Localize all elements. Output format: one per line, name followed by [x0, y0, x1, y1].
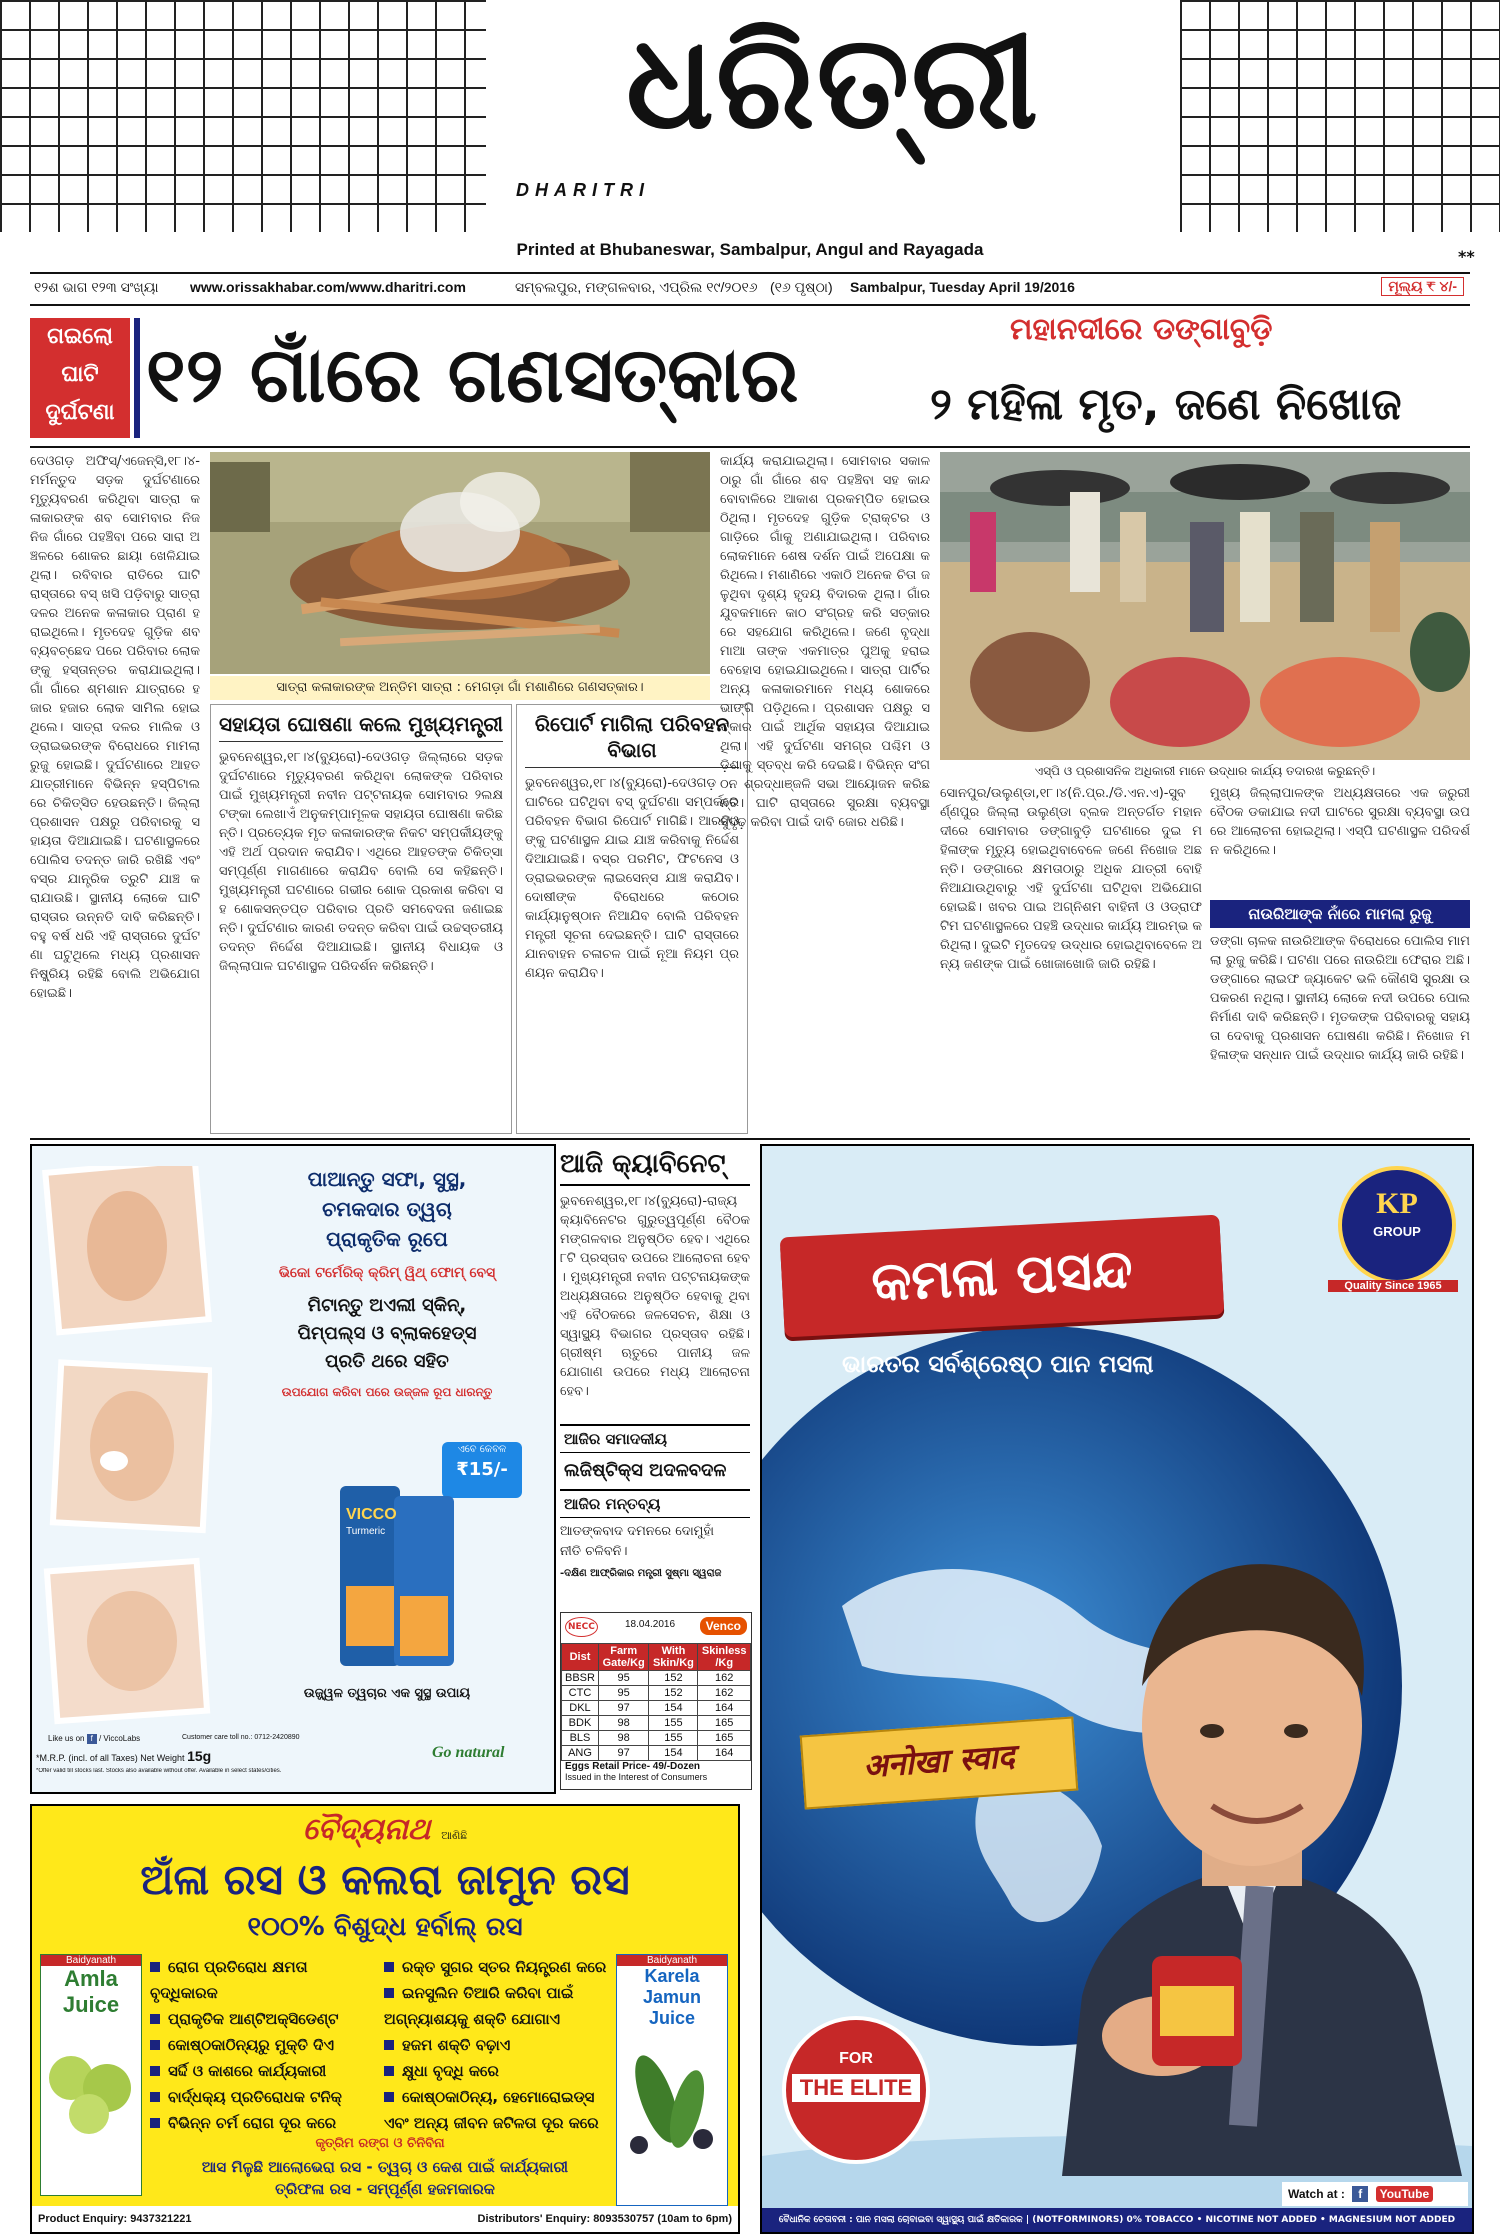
second-subheading-text: ନାଉରିଆଙ୍କ ନାଁରେ ମାମଲା ରୁଜୁ: [1248, 905, 1432, 923]
watch-at-bar: [1282, 2182, 1468, 2206]
relief-box-body: ଭୁବନେଶ୍ୱର,୧୮।୪(ବ୍ୟୁରୋ)-ଦେଓଗଡ଼ ଜିଲ୍ଲାରେ ସଡ଼କ ଦୁର୍ଘଟଣାରେ ମୃତ୍ୟୁବରଣ କରିଥିବା ଲୋକଙ୍କ ପରିବାର ପାଇଁ ମୁଖ୍ୟମନ୍ତ୍ରୀ ନବୀନ ପଟ୍ଟନାୟକ ସୋମବାର ୨ଲକ୍ଷ ଟଙ୍କା ଲେଖାଏଁ ଅନୁକମ୍ପାମୂଳକ ସହାୟତା ଘୋଷଣା କରିଛନ୍ତି। ପ୍ରତ୍ୟେକ ମୃତ କଳାକାରଙ୍କ ନିକଟ ସମ୍ପର୍କୀୟଙ୍କୁ ଏହି ଅର୍ଥ ପ୍ରଦାନ କରାଯିବ। ଏଥିରେ ଆହତଙ୍କ ଚିକିତ୍ସା ସମ୍ପୂର୍ଣ୍ଣ ମାଗଣାରେ କରାଯିବ ବୋଲି ସେ କହିଛନ୍ତି। ମୁଖ୍ୟମନ୍ତ୍ରୀ ଘଟଣାରେ ଗଭୀର ଶୋକ ପ୍ରକାଶ କରିବା ସହ ଶୋକସନ୍ତପ୍ତ ପରିବାର ପ୍ରତି ସମବେଦନା ଜଣାଇଛନ୍ତି। ଦୁର୍ଘଟଣାର କାରଣ ତଦନ୍ତ କରିବା ପାଇଁ ଉଚ୍ଚସ୍ତରୀୟ ତଦନ୍ତ ନିର୍ଦ୍ଦେଶ ଦିଆଯାଇଛି। ସ୍ଥାନୀୟ ବିଧାୟକ ଓ ଜିଲ୍ଲାପାଳ ଘଟଣାସ୍ଥଳ ପରିଦର୍ଶନ କରିଛନ୍ତି।: [219, 750, 503, 974]
egg-cell: BBSR: [562, 1671, 599, 1686]
cabinet-column: [560, 1144, 750, 1790]
egg-cell: 162: [698, 1686, 751, 1701]
egg-cell: CTC: [562, 1686, 599, 1701]
kp-logo: KP: [1376, 1187, 1418, 1220]
second-photo-caption: ଏସ୍‌ପି ଓ ପ୍ରଶାସନିକ ଅଧିକାରୀ ମାନେ ଉଦ୍ଧାର କାର୍ଯ୍ୟ ତଦାରଖ କରୁଛନ୍ତି।: [1034, 764, 1376, 778]
cremation-photo-icon: [210, 452, 710, 674]
vicco-line-2: ଚମକଦାର ତ୍ୱଚା: [322, 1197, 452, 1221]
venco-logo: Venco: [700, 1617, 747, 1635]
egg-cell: 98: [598, 1731, 648, 1746]
report-box-body: ଭୁବନେଶ୍ୱର,୧୮।୪(ବ୍ୟୁରୋ)-ଦେଓଗଡ଼ ଘାଟିରେ ଘଟିଥିବା ବସ୍ ଦୁର୍ଘଟଣା ସମ୍ପର୍କରେ ପରିବହନ ବିଭାଗ ରିପୋର୍ଟ ମାଗିଛି। ଆରଟିଓଙ୍କୁ ଘଟଣାସ୍ଥଳ ଯାଇ ଯାଞ୍ଚ କରିବାକୁ ନିର୍ଦ୍ଦେଶ ଦିଆଯାଇଛି। ବସ୍‌ର ପରମିଟ, ଫିଟନେସ ଓ ଡ୍ରାଇଭରଙ୍କ ଲାଇସେନ୍ସ ଯାଞ୍ଚ କରାଯିବ। ଦୋଷୀଙ୍କ ବିରୋଧରେ କଠୋର କାର୍ଯ୍ୟାନୁଷ୍ଠାନ ନିଆଯିବ ବୋଲି ପରିବହନ ମନ୍ତ୍ରୀ ସୂଚନା ଦେଇଛନ୍ତି। ଘାଟି ରାସ୍ତାରେ ଯାନବାହନ ଚଳାଚଳ ପାଇଁ ନୂଆ ନିୟମ ପ୍ରଣୟନ କରାଯିବ।: [525, 776, 739, 981]
vicco-go-natural: Go natural: [432, 1744, 505, 1761]
table-row: [562, 1746, 751, 1761]
lead-photo-caption: [210, 676, 710, 700]
lead-headline-bar: [134, 318, 140, 438]
egg-cell: 95: [598, 1671, 648, 1686]
list-item: [384, 1954, 612, 1980]
bullet-text: କ୍ଷୁଧା ବୃଦ୍ଧି କରେ: [402, 2062, 499, 2080]
kamla-warning-text: ବୈଧାନିକ ଚେତାବନୀ : ପାନ ମସଲା ଚୋବାଇବା ସ୍ୱାସ୍ଥ୍ୟ ପାଇଁ କ୍ଷତିକାରକ | (NOTFORMINORS) 0% TOBACCO • NICOTINE NOT ADDED • MAGNESIUM NOT ADDED: [778, 2215, 1456, 2225]
man-portrait-icon: [1042, 1476, 1472, 2176]
dateline-date-english: Sambalpur, Tuesday April 19/2016: [850, 279, 1075, 295]
egg-cell: 154: [649, 1701, 698, 1716]
vicco-like: Like us on: [48, 1734, 85, 1743]
comment-heading: ଆଜିର ମନ୍ତବ୍ୟ: [560, 1489, 750, 1518]
egg-cell: 162: [698, 1671, 751, 1686]
egg-cell: 165: [698, 1731, 751, 1746]
baidyanath-title: ଅଁଳା ରସ ଓ କଲରା ଜାମୁନ ରସ: [140, 1855, 630, 1904]
distributor-enquiry: Distributors' Enquiry: 8093530757 (10am to 6pm): [477, 2213, 732, 2225]
lead-kicker: [30, 318, 130, 438]
baidyanath-left-bullets: [150, 1954, 380, 2136]
egg-header: With Skin/Kg: [649, 1644, 698, 1671]
vicco-benefit-2: ପିମ୍ପଲ୍ସ ଓ ବ୍ଲାକହେଡ୍ସ: [297, 1323, 477, 1344]
egg-cell: BLS: [562, 1731, 599, 1746]
vicco-benefit-1: ମିଟାନ୍ତୁ ଅଏଲୀ ସ୍କିନ୍,: [307, 1295, 467, 1316]
egg-cell: 95: [598, 1686, 648, 1701]
vicco-line-1: ପାଆନ୍ତୁ ସଫା, ସୁସ୍ଥ,: [307, 1167, 467, 1191]
dateline-rule-bottom: [30, 304, 1470, 306]
egg-cell: ANG: [562, 1746, 599, 1761]
second-kicker: ମହାନଦୀରେ ଡଙ୍ଗାବୁଡ଼ି: [1010, 312, 1273, 347]
kamla-tagline: ଭାରତର ସର୍ବଶ୍ରେଷ୍ଠ ପାନ ମସଲା: [842, 1350, 1154, 1378]
egg-cell: 164: [698, 1701, 751, 1716]
lead-kicker-line: ଦୁର୍ଘଟଣା: [45, 400, 115, 425]
second-column-2: ମୁଖ୍ୟ ଜିଲ୍ଲାପାଳଙ୍କ ଅଧ୍ୟକ୍ଷତାରେ ଏକ ଜରୁରୀ ବୈଠକ ଡକାଯାଇ ନଦୀ ଘାଟରେ ସୁରକ୍ଷା ବ୍ୟବସ୍ଥା ଉପରେ ଆଲୋଚନା ହୋଇଥିଲା। ଏସ୍‌ପି ଘଟଣାସ୍ଥଳ ପରିଦର୍ଶନ କରିଥିଲେ।: [1210, 786, 1470, 858]
egg-cell: 155: [649, 1731, 698, 1746]
report-box: [516, 704, 748, 1134]
report-box-title: ରିପୋର୍ଟ ମାଗିଲା ପରିବହନ ବିଭାଗ: [525, 711, 739, 768]
facebook-icon[interactable]: f: [87, 1734, 97, 1744]
masthead-logo-latin: DHARITRI: [516, 180, 650, 200]
lead-kicker-line: ଘାଟି: [61, 362, 99, 387]
anokha-swad: अनोखा स्वाद: [861, 1736, 1016, 1786]
comment-quote-2: ନୀତି ଚଳିବନି।: [560, 1544, 628, 1559]
river-rescue-photo-icon: [940, 452, 1470, 760]
baidyanath-enquiry-bar: [32, 2206, 738, 2232]
list-item: [150, 2110, 380, 2136]
karela-pack-jamun: Jamun: [642, 1987, 702, 2007]
relief-box-title: ସହାୟତା ଘୋଷଣା କଲେ ମୁଖ୍ୟମନ୍ତ୍ରୀ: [219, 711, 503, 742]
printed-at: Printed at Bhubaneswar, Sambalpur, Angul and Rayagada: [516, 240, 984, 259]
table-row: [562, 1701, 751, 1716]
karela-fruit-icon: [617, 2029, 725, 2159]
egg-cell: DKL: [562, 1701, 599, 1716]
masthead-logo: ଧରିତ୍ରୀ: [625, 5, 1041, 158]
kamla-warning: [762, 2208, 1472, 2232]
second-column-3: ଡଙ୍ଗା ଚାଳକ ନାଉରିଆଙ୍କ ବିରୋଧରେ ପୋଲିସ ମାମଲା ରୁଜୁ କରିଛି। ଘଟଣା ପରେ ନାଉରିଆ ଫେରାର ଅଛି। ଡଙ୍ଗାରେ ଲାଇଫ ଜ୍ୟାକେଟ ଭଳି କୌଣସି ସୁରକ୍ଷା ଉପକରଣ ନଥିଲା। ସ୍ଥାନୀୟ ଲୋକେ ନଦୀ ଉପରେ ପୋଲ ନିର୍ମାଣ ଦାବି କରିଛନ୍ତି। ମୃତକଙ୍କ ପରିବାରକୁ ସହାୟତା ଦେବାକୁ ପ୍ରଶାସନ ଘୋଷଣା କରିଛି। ନିଖୋଜ ମହିଳାଙ୍କ ସନ୍ଧାନ ପାଇଁ ଉଦ୍ଧାର କାର୍ଯ୍ୟ ଜାରି ରହିଛି।: [1210, 934, 1470, 1063]
cabinet-title: ଆଜି କ୍ୟାବିନେଟ୍: [560, 1144, 750, 1186]
for-label: FOR: [839, 2050, 873, 2067]
vicco-use-line: ଉପଯୋଗ କରିବା ପରେ ଉଜ୍ଜଳ ରୂପ ଧାରନ୍ତୁ: [281, 1385, 493, 1399]
bullet-text: ସର୍ଦ୍ଦି ଓ କାଶରେ କାର୍ଯ୍ୟକାରୀ: [168, 2062, 327, 2080]
dateline-pages: (୧୬ ପୃଷ୍ଠା): [770, 279, 833, 295]
egg-cell: 154: [649, 1746, 698, 1761]
egg-cell: 152: [649, 1671, 698, 1686]
bullet-text: ହଜମ ଶକ୍ତି ବଢ଼ାଏ: [402, 2036, 511, 2054]
masthead: [486, 0, 1180, 232]
vicco-faces-panel: [42, 1166, 212, 1726]
egg-header: Skinless /Kg: [698, 1644, 751, 1671]
masthead-grid-left: [0, 0, 486, 232]
bullet-text: ପ୍ରାକୃତିକ ଆଣ୍ଟିଅକ୍ସିଡେଣ୍ଟ: [168, 2010, 339, 2028]
baidyanath-artificial: କୃତ୍ରିମ ରଙ୍ଗ ଓ ଚିନିବିନା: [315, 2136, 445, 2151]
lead-photo: [210, 452, 710, 674]
list-item: [384, 2058, 612, 2084]
vicco-ad[interactable]: [30, 1144, 556, 1794]
egg-footer-2: Issued in the Interest of Consumers: [565, 1772, 708, 1782]
list-item: [150, 2006, 380, 2032]
lead-kicker-line: ଗଇଲୋ: [47, 324, 113, 349]
youtube-icon[interactable]: YouTube: [1376, 2186, 1434, 2202]
amla-pack-name: Amla: [64, 1966, 118, 1991]
list-item: [150, 2032, 380, 2058]
list-item: [150, 2084, 380, 2110]
egg-cell: 98: [598, 1716, 648, 1731]
baidyanath-bottom-2: ତ୍ରିଫଳା ରସ - ସମ୍ପୂର୍ଣ୍ଣ ହଜମକାରକ: [275, 2180, 495, 2198]
table-row: [562, 1731, 751, 1746]
egg-header: Farm Gate/Kg: [598, 1644, 648, 1671]
lead-column-1: ଦେଓଗଡ଼ ଅଫିସ୍‌/ଏଜେନ୍ସି,୧୮।୪- ମର୍ମନ୍ତୁଦ ସଡ଼କ ଦୁର୍ଘଟଣାରେ ମୃତ୍ୟୁବରଣ କରିଥିବା ସାତ୍ରା କଳାକାରଙ୍କ ଶବ ସୋମବାର ନିଜ ନିଜ ଗାଁରେ ପହଞ୍ଚିବା ପରେ ସାରା ଅଞ୍ଚଳରେ ଶୋକର ଛାୟା ଖେଳିଯାଇଥିଲା। ରବିବାର ରାତିରେ ଘାଟି ରାସ୍ତାରେ ବସ୍ ଖସି ପଡ଼ିବାରୁ ସାତ୍ରା ଦଳର ଅନେକ କଳାକାର ପ୍ରାଣ ହରାଇଥିଲେ। ମୃତଦେହ ଗୁଡ଼ିକ ଶବ ବ୍ୟବଚ୍ଛେଦ ପରେ ପରିବାର ଲୋକଙ୍କୁ ହସ୍ତାନ୍ତର କରାଯାଇଥିଲା। ଗାଁ ଗାଁରେ ଶ୍ମଶାନ ଯାତ୍ରାରେ ହଜାର ହଜାର ଲୋକ ସାମିଲ ହୋଇଥିଲେ। ସାତ୍ରା ଦଳର ମାଲିକ ଓ ଡ୍ରାଇଭରଙ୍କ ବିରୋଧରେ ମାମଲା ରୁଜୁ ହୋଇଛି। ଦୁର୍ଘଟଣାରେ ଆହତ ଯାତ୍ରୀମାନେ ବିଭିନ୍ନ ହସ୍ପିଟାଲରେ ଚିକିତ୍ସିତ ହେଉଛନ୍ତି। ଜିଲ୍ଲା ପ୍ରଶାସନ ପକ୍ଷରୁ ପରିବାରକୁ ସହାୟତା ଦିଆଯାଇଛି। ଘଟଣାସ୍ଥଳରେ ପୋଲିସ ତଦନ୍ତ ଜାରି ରଖିଛି ଏବଂ ବସ୍‌ର ଯାନ୍ତ୍ରିକ ତ୍ରୁଟି ଯାଞ୍ଚ କରାଯାଉଛି। ସ୍ଥାନୀୟ ଲୋକେ ଘାଟି ରାସ୍ତାର ଉନ୍ନତି ଦାବି କରିଛନ୍ତି। ବହୁ ବର୍ଷ ଧରି ଏହି ରାସ୍ତାରେ ଦୁର୍ଘଟଣା ଘଟୁଥିଲେ ମଧ୍ୟ ପ୍ରଶାସନ ନିଷ୍କ୍ରିୟ ରହିଛି ବୋଲି ଅଭିଯୋଗ ହୋଇଛି।: [30, 454, 200, 1001]
dateline-rule-top: [30, 272, 1470, 274]
table-row: [562, 1716, 751, 1731]
bullet-text: ବାର୍ଦ୍ଧକ୍ୟ ପ୍ରତିରୋଧକ ଟନିକ୍: [168, 2088, 342, 2106]
egg-cell: 165: [698, 1716, 751, 1731]
vicco-line-3: ପ୍ରାକୃତିକ ରୂପେ: [326, 1227, 448, 1251]
egg-cell: 155: [649, 1716, 698, 1731]
table-row: [562, 1671, 751, 1686]
second-column-1: ସୋନପୁର/ଉଲୁଣ୍ଡା,୧୮।୪(ନି.ପ୍ର./ଡି.ଏନ.ଏ)-ସୁବର୍ଣ୍ଣପୁର ଜିଲ୍ଲା ଉଲୁଣ୍ଡା ବ୍ଲକ ଅନ୍ତର୍ଗତ ମହାନଦୀରେ ସୋମବାର ଡଙ୍ଗାବୁଡ଼ି ଘଟଣାରେ ଦୁଇ ମହିଳାଙ୍କ ମୃତ୍ୟୁ ହୋଇଥିବାବେଳେ ଜଣେ ନିଖୋଜ ଅଛନ୍ତି। ଡଙ୍ଗାରେ କ୍ଷମତାଠାରୁ ଅଧିକ ଯାତ୍ରୀ ବୋହି ନିଆଯାଉଥିବାରୁ ଏହି ଦୁର୍ଘଟଣା ଘଟିଥିବା ଅଭିଯୋଗ ହୋଇଛି। ଖବର ପାଇ ଅଗ୍ନିଶମ ବାହିନୀ ଓ ଓଡ୍ରାଫ ଟିମ ଘଟଣାସ୍ଥଳରେ ପହଞ୍ଚି ଉଦ୍ଧାର କାର୍ଯ୍ୟ ଆରମ୍ଭ କରିଥିଲା। ଦୁଇଟି ମୃତଦେହ ଉଦ୍ଧାର ହୋଇଥିବାବେଳେ ଅନ୍ୟ ଜଣଙ୍କ ପାଇଁ ଖୋଜାଖୋଜି ଜାରି ରହିଛି।: [940, 786, 1202, 972]
vicco-weight: 15g: [187, 1748, 212, 1764]
woman-face-icon: [42, 1166, 212, 1726]
table-row: [562, 1686, 751, 1701]
stories-bottom-rule: [30, 1138, 1470, 1140]
baidyanath-subtitle: ୧୦୦% ବିଶୁଦ୍ଧ ହର୍ବାଲ୍ ରସ: [247, 1912, 523, 1942]
vicco-price-label: ଏବେ କେବଳ: [457, 1444, 507, 1455]
karela-pack-brand: Baidyanath: [617, 1955, 727, 1966]
vicco-product: ଭିକୋ ଟର୍ମେରିକ୍ କ୍ରିମ୍ ୱିଥ୍ ଫୋମ୍ ବେସ୍: [278, 1265, 496, 1281]
kamla-pasand-ad[interactable]: [760, 1144, 1474, 2234]
amla-pack-brand: Baidyanath: [41, 1955, 141, 1966]
kp-group: GROUP: [1373, 1224, 1421, 1239]
dateline: [30, 276, 1470, 302]
egg-header: Dist: [562, 1644, 599, 1671]
editorial-title: ଲଜିଷ୍ଟିକ୍ସ ଅଦଳବଦଳ: [564, 1460, 727, 1481]
lead-headline: ୧୨ ଗାଁରେ ଗଣସତ୍କାର: [146, 330, 799, 419]
watch-at-label: Watch at :: [1288, 2187, 1345, 2201]
amla-fruit-icon: [41, 2018, 139, 2138]
lead-photo-caption-text: ସାତ୍ରା କଳାକାରଙ୍କ ଅନ୍ତିମ ସାତ୍ରା : ମେଗଡ଼ା ଗାଁ ମଶାଣିରେ ଗଣସତ୍କାର।: [276, 680, 644, 695]
egg-footer-1: Eggs Retail Price- 49/-Dozen: [565, 1761, 701, 1772]
bullet-text: ବିଭିନ୍ନ ଚର୍ମ ରୋଗ ଦୂର କରେ: [168, 2114, 337, 2132]
baidyanath-ad[interactable]: [30, 1804, 740, 2234]
edition-stars: **: [1458, 247, 1475, 266]
second-subheading: [1210, 900, 1470, 928]
karela-pack-name: Karela: [644, 1966, 700, 1986]
vicco-tubes: [332, 1476, 462, 1676]
bullet-text: କୋଷ୍ଠକାଠିନ୍ୟରୁ ମୁକ୍ତି ଦିଏ: [168, 2036, 334, 2054]
cabinet-body: ଭୁବନେଶ୍ୱର,୧୮।୪(ବ୍ୟୁରୋ)-ରାଜ୍ୟ କ୍ୟାବିନେଟର ଗୁରୁତ୍ୱପୂର୍ଣ୍ଣ ବୈଠକ ମଙ୍ଗଳବାର ଅନୁଷ୍ଠିତ ହେବ। ଏଥିରେ ୮ଟି ପ୍ରସ୍ତାବ ଉପରେ ଆଲୋଚନା ହେବ। ମୁଖ୍ୟମନ୍ତ୍ରୀ ନବୀନ ପଟ୍ଟନାୟକଙ୍କ ଅଧ୍ୟକ୍ଷତାରେ ଅନୁଷ୍ଠିତ ହେବାକୁ ଥିବା ଏହି ବୈଠକରେ ଜଳସେଚନ, ଶିକ୍ଷା ଓ ସ୍ୱାସ୍ଥ୍ୟ ବିଭାଗର ପ୍ରସ୍ତାବ ରହିଛି। ଗ୍ରୀଷ୍ମ ଋତୁରେ ପାନୀୟ ଜଳ ଯୋଗାଣ ଉପରେ ମଧ୍ୟ ଆଲୋଚନା ହେବ।: [560, 1194, 750, 1399]
list-item: [384, 2084, 612, 2136]
egg-cell: 97: [598, 1701, 648, 1716]
second-headline: ୨ ମହିଳା ମୃତ, ଜଣେ ନିଖୋଜ: [930, 379, 1402, 430]
egg-date: 18.04.2016: [625, 1619, 676, 1630]
kamla-brand: କମଳା ପସନ୍ଦ: [869, 1237, 1135, 1314]
bullet-text: ରକ୍ତ ସୁଗର ସ୍ତର ନିୟନ୍ତ୍ରଣ କରେ: [402, 1958, 607, 1976]
kp-quality: Quality Since 1965: [1328, 1280, 1458, 1292]
comment-quote-1: ଆତଙ୍କବାଦ ଦମନରେ ଦୋମୁହାଁ: [560, 1524, 714, 1539]
vicco-care: Customer care toll no.: 0712-2420890: [182, 1734, 300, 1741]
facebook-icon[interactable]: f: [1352, 2186, 1368, 2202]
vicco-benefit-3: ପ୍ରତି ଥରେ ସହିତ: [325, 1351, 449, 1372]
relief-box: [210, 704, 512, 1134]
necc-logo: NECC: [565, 1617, 598, 1637]
egg-cell: BDK: [562, 1716, 599, 1731]
list-item: [150, 1954, 380, 2006]
bullet-text: ଇନସୁଲିନ ତିଆରି କରିବା ପାଇଁ ଅଗ୍ନ୍ୟାଶୟକୁ ଶକ୍ତି ଯୋଗାଏ: [384, 1984, 574, 2028]
vicco-brand-sub: Turmeric: [346, 1526, 386, 1537]
vicco-brand: VICCO: [346, 1506, 397, 1523]
second-photo: [940, 452, 1470, 760]
amla-pack-juice: Juice: [62, 1992, 120, 2017]
comment-quote-by: -ଦକ୍ଷିଣ ଆଫ୍ରିକାର ମନ୍ତ୍ରୀ ସୁଷ୍ମା ସ୍ୱରାଜ: [560, 1568, 722, 1579]
egg-cell: 97: [598, 1746, 648, 1761]
list-item: [384, 2032, 612, 2058]
bullet-text: ରୋଗ ପ୍ରତିରୋଧ କ୍ଷମତା ବୃଦ୍ଧିକାରକ: [150, 1958, 308, 2002]
baidyanath-bottom-1: ଆସ ମିଳୁଛି ଆଲୋଭେରା ରସ - ତ୍ୱଚା ଓ କେଶ ପାଇଁ କାର୍ଯ୍ୟକାରୀ: [201, 2158, 569, 2176]
egg-cell: 164: [698, 1746, 751, 1761]
egg-price-box: [560, 1612, 752, 1790]
lead-column-2: କାର୍ଯ୍ୟ କରାଯାଇଥିଲା। ସୋମବାର ସକାଳ ଠାରୁ ଗାଁ ଗାଁରେ ଶବ ପହଞ୍ଚିବା ସହ କାନ୍ଦବୋବାଳିରେ ଆକାଶ ପ୍ରକମ୍ପିତ ହୋଇଉଠିଥିଲା। ମୃତଦେହ ଗୁଡ଼ିକ ଟ୍ରାକ୍ଟର ଓ ଗାଡ଼ିରେ ଗାଁକୁ ଅଣାଯାଇଥିଲା। ପରିବାର ଲୋକମାନେ ଶେଷ ଦର୍ଶନ ପାଇଁ ଅପେକ୍ଷା କରିଥିଲେ। ମଶାଣିରେ ଏକାଠି ଅନେକ ଚିତା ଜଳୁଥିବା ଦୃଶ୍ୟ ହୃଦୟ ବିଦାରକ ଥିଲା। ଗାଁର ଯୁବକମାନେ କାଠ ସଂଗ୍ରହ କରି ସତ୍କାରରେ ସହଯୋଗ କରିଥିଲେ। ଜଣେ ବୃଦ୍ଧା ମାଆ ତାଙ୍କ ଏକମାତ୍ର ପୁଅକୁ ହରାଇ ବେହୋସ ହୋଇଯାଇଥିଲେ। ସାତ୍ରା ପାର୍ଟିର ଅନ୍ୟ କଳାକାରମାନେ ମଧ୍ୟ ଶୋକରେ ଭାଙ୍ଗି ପଡ଼ିଥିଲେ। ପ୍ରଶାସନ ପକ୍ଷରୁ ସତ୍କାର ପାଇଁ ଆର୍ଥିକ ସହାୟତା ଦିଆଯାଇଥିଲା। ଏହି ଦୁର୍ଘଟଣା ସମଗ୍ର ପଶ୍ଚିମ ଓଡ଼ିଶାକୁ ସ୍ତବ୍ଧ କରି ଦେଇଛି। ବିଭିନ୍ନ ସଂଗଠନ ଶ୍ରଦ୍ଧାଞ୍ଜଳି ସଭା ଆୟୋଜନ କରିଛନ୍ତି। ଘାଟି ରାସ୍ତାରେ ସୁରକ୍ଷା ବ୍ୟବସ୍ଥା ସୁଦୃଢ଼ କରିବା ପାଇଁ ଦାବି ଜୋର ଧରିଛି।: [720, 454, 930, 830]
list-item: [150, 2058, 380, 2084]
dateline-website[interactable]: www.orissakhabar.com/www.dharitri.com: [190, 279, 466, 295]
for-the-elite-badge: [782, 2016, 930, 2164]
vicco-like-page[interactable]: / ViccoLabs: [98, 1734, 141, 1743]
vicco-mrp: *M.R.P. (incl. of all Taxes) Net Weight: [36, 1753, 185, 1763]
headline-rule: [30, 446, 1470, 448]
editorial-heading: ଆଜିର ସମାଦକୀୟ: [560, 1424, 750, 1453]
egg-cell: 152: [649, 1686, 698, 1701]
list-item: [384, 1980, 612, 2032]
product-enquiry: Product Enquiry: 9437321221: [38, 2213, 192, 2225]
kp-group-badge: [1338, 1166, 1456, 1284]
dateline-volume: ୧୨ଶ ଭାଗ ୧୨୩ ସଂଖ୍ୟା: [34, 279, 159, 295]
vicco-price: ₹15/-: [456, 1459, 508, 1480]
masthead-grid-right: [1180, 0, 1500, 232]
dateline-date-odia: ସମ୍ବଲପୁର, ମଙ୍ଗଳବାର, ଏପ୍ରିଲ ୧୯/୨୦୧୬: [515, 279, 758, 295]
baidyanath-sub: ଆଣିଛି: [441, 1829, 468, 1842]
bullet-text: କୋଷ୍ଠକାଠିନ୍ୟ, ହେମୋରୋଇଡ୍ସ ଏବଂ ଅନ୍ୟ ଜୀବନ ଜଟିଳତା ଦୂର କରେ: [384, 2088, 599, 2132]
vicco-offer: *Offer valid till stocks last. Stocks also available without offer. Available in select states/cities.: [36, 1768, 282, 1774]
egg-price-table: [561, 1643, 751, 1761]
baidyanath-brand: ବୈଦ୍ୟନାଥ: [302, 1812, 431, 1847]
vicco-tagline: ଉଜ୍ଜ୍ୱଳ ତ୍ୱଚାର ଏକ ସୁସ୍ଥ ଉପାୟ: [303, 1686, 471, 1701]
elite-label: THE ELITE: [792, 2074, 920, 2102]
dateline-price: ମୂଲ୍ୟ ₹ ୪/-: [1381, 277, 1464, 296]
karela-pack-juice: Juice: [648, 2008, 696, 2028]
baidyanath-right-bullets: [384, 1954, 612, 2136]
